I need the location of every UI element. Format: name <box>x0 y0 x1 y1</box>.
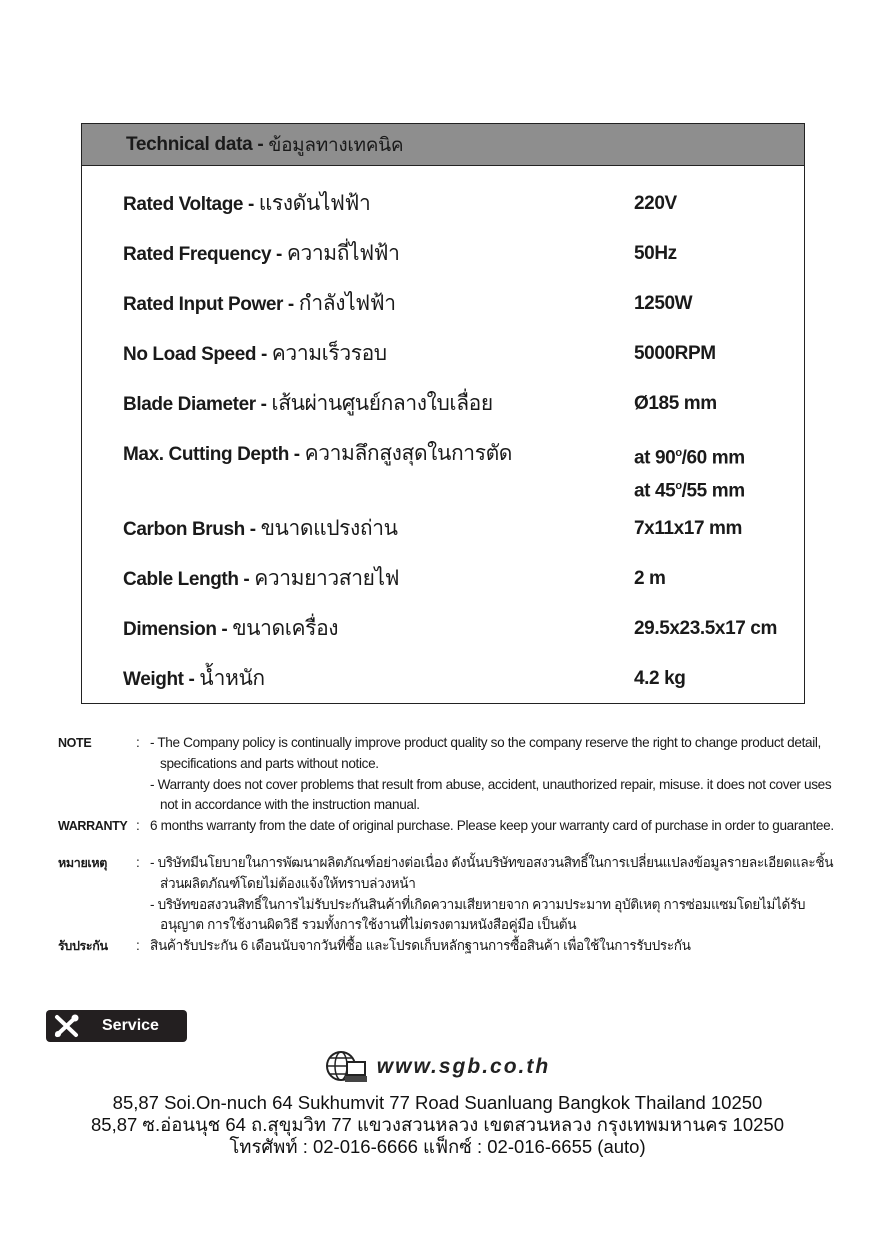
spec-value: 220V <box>634 193 677 214</box>
th-note-1: - บริษัทมีนโยบายในการพัฒนาผลิตภัณฑ์อย่างต่อเนื่อง ดังนั้นบริษัทขอสงวนสิทธิ์ในการเปลี่ยนแปลงข้อมูลรายละเอียดและชิ้นส่วนผลิตภัณฑ์โดยไม่ต้องแจ้งให้ทราบล่วงหน้า <box>150 854 834 891</box>
warranty-text: 6 months warranty from the date of original purchase. Please keep your warranty card of purchase in order to guarantee. <box>150 818 834 834</box>
spec-row <box>123 614 804 644</box>
th-warranty-text: สินค้ารับประกัน 6 เดือนนับจากวันที่ซื้อ และโปรดเก็บหลักฐานการซื้อสินค้า เพื่อใช้ในการรับประกัน <box>150 938 691 954</box>
spec-label: Blade Diameter - เส้นผ่านศูนย์กลางใบเลื่อย <box>123 392 493 415</box>
address-th: 85,87 ซ.อ่อนนุช 64 ถ.สุขุมวิท 77 แขวงสวนหลวง เขตสวนหลวง กรุงเทพมหานคร 10250 <box>91 1114 784 1135</box>
spec-row <box>123 189 804 219</box>
colon: : <box>136 854 140 870</box>
spec-label: Rated Frequency - ความถี่ไฟฟ้า <box>123 242 400 265</box>
tools-icon <box>54 1014 80 1038</box>
website <box>0 1050 875 1084</box>
spec-label: Weight - น้ำหนัก <box>123 667 265 690</box>
spec-label: Max. Cutting Depth - ความลึกสูงสุดในการตัด <box>123 442 513 465</box>
spec-value: 2 m <box>634 568 666 589</box>
website-url[interactable]: www.sgb.co.th <box>376 1055 551 1078</box>
note-label: NOTE <box>58 736 92 750</box>
spec-row <box>123 564 804 594</box>
spec-value: 5000RPM <box>634 343 716 364</box>
spec-value: at 90$^o$/60 mm at 45$^o$/55 mm <box>634 447 745 502</box>
notes-section <box>58 733 848 957</box>
spec-value: 50Hz <box>634 243 677 264</box>
colon: : <box>136 735 140 750</box>
address-en: 85,87 Soi.On-nuch 64 Sukhumvit 77 Road Suanluang Bangkok Thailand 10250 <box>112 1092 763 1113</box>
spec-value: 1250W <box>634 293 693 314</box>
spec-label: Rated Voltage - แรงดันไฟฟ้า <box>123 192 371 215</box>
table-header <box>82 124 804 166</box>
colon: : <box>136 818 140 834</box>
header-title-th: ข้อมูลทางเทคนิค <box>268 134 404 156</box>
note-2: - Warranty does not cover problems that result from abuse, accident, unauthorized repair, misuse. it does not cover uses not in accordance with the instruction manual. <box>150 776 832 813</box>
technical-data-table <box>81 123 805 704</box>
spec-row <box>123 339 804 369</box>
spec-row <box>123 439 804 502</box>
th-warranty-label: รับประกัน <box>58 939 108 954</box>
spec-row <box>123 389 804 419</box>
th-note-label: หมายเหตุ <box>58 855 108 870</box>
spec-row <box>123 664 804 694</box>
warranty-label: WARRANTY <box>58 819 128 834</box>
phone-fax: โทรศัพท์ : 02-016-6666 แฟ็กซ์ : 02-016-6655 (auto) <box>229 1136 646 1157</box>
address-block <box>0 1092 875 1158</box>
spec-label: No Load Speed - ความเร็วรอบ <box>123 342 387 365</box>
note-1: - The Company policy is continually improve product quality so the company reserve the right to change product detail, specifications and parts without notice. <box>150 735 821 771</box>
th-note-2: - บริษัทขอสงวนสิทธิ์ในการไม่รับประกันสินค้าที่เกิดความเสียหายจาก ความประมาท อุบัติเหตุ การซ่อมแซมโดยไม่ได้รับอนุญาต การใช้งานผิดวิธี รวมทั้งการใช้งานที่ไม่ตรงตามหนังสือคู่มือ เป็นต้น <box>150 896 806 933</box>
colon: : <box>136 938 140 954</box>
spec-label: Rated Input Power - กำลังไฟฟ้า <box>123 292 396 315</box>
spec-value: Ø185 mm <box>634 393 717 414</box>
spec-row <box>123 239 804 269</box>
service-badge <box>46 1010 187 1042</box>
spec-value: 29.5x23.5x17 cm <box>634 618 777 639</box>
spec-row <box>123 289 804 319</box>
spec-label: Carbon Brush - ขนาดแปรงถ่าน <box>123 517 398 540</box>
spec-value: 7x11x17 mm <box>634 518 742 539</box>
spec-value: 4.2 kg <box>634 668 686 689</box>
spec-label: Dimension - ขนาดเครื่อง <box>123 617 339 640</box>
spec-label: Cable Length - ความยาวสายไฟ <box>123 567 400 590</box>
spec-row <box>123 514 804 544</box>
header-title-en: Technical data - <box>126 133 264 155</box>
service-label: Service <box>102 1017 159 1034</box>
globe-computer-icon <box>325 1050 369 1084</box>
